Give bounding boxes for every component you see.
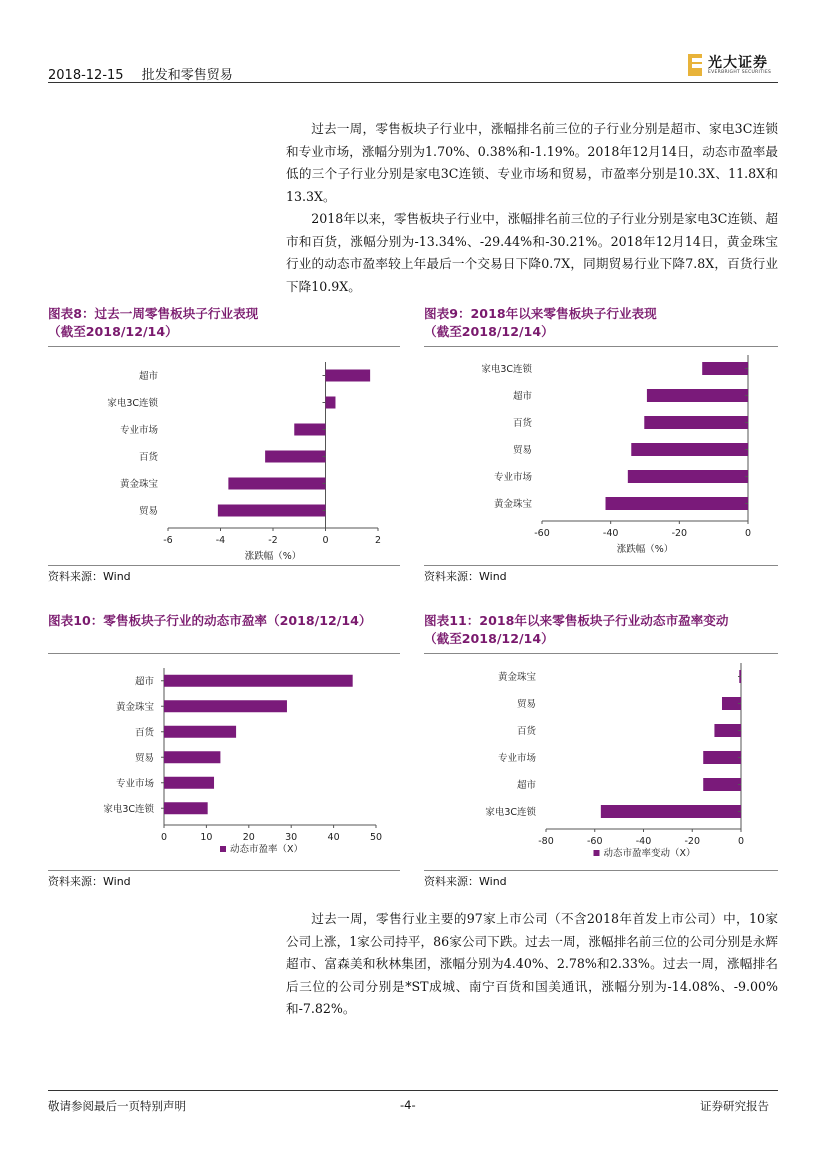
- category-label: 百货: [134, 727, 154, 739]
- tick-label: 2: [374, 535, 382, 546]
- category-label: 贸易: [138, 506, 158, 517]
- logo-mark-icon: [688, 54, 702, 76]
- category-label: 黄金珠宝: [497, 672, 536, 683]
- tick-label: -20: [671, 528, 688, 539]
- legend-swatch: [220, 846, 226, 852]
- bar: [228, 478, 325, 490]
- category-label: 专业市场: [497, 753, 536, 764]
- chart-source: 资料来源：Wind: [48, 875, 131, 888]
- chart-8-svg: [48, 350, 400, 562]
- legend-label: 动态市盈率变动（X）: [603, 848, 696, 859]
- bar: [164, 751, 220, 763]
- bar: [647, 389, 748, 402]
- category-label: 超市: [134, 676, 154, 688]
- bar: [164, 675, 353, 687]
- logo-cn: 光大证券: [708, 55, 768, 71]
- category-label: 黄金珠宝: [115, 701, 154, 713]
- category-label: 贸易: [516, 699, 536, 710]
- chart-divider: [48, 653, 400, 654]
- tick-label: 0: [160, 832, 168, 843]
- bar: [326, 397, 336, 409]
- bar: [606, 497, 748, 510]
- footer-disclaimer: 敬请参阅最后一页特别声明: [48, 1099, 186, 1113]
- chart-source: 资料来源：Wind: [424, 570, 507, 583]
- tick-label: -40: [635, 836, 652, 847]
- tick-label: -60: [586, 836, 603, 847]
- category-label: 超市: [138, 371, 158, 382]
- bar: [326, 370, 371, 382]
- chart-source: 资料来源：Wind: [424, 875, 507, 888]
- bar: [164, 777, 214, 789]
- chart-title-10: 图表10：零售板块子行业的动态市盈率（2018/12/14）: [48, 613, 372, 628]
- chart-divider: [424, 653, 778, 654]
- bar: [628, 470, 748, 483]
- bar: [601, 805, 741, 818]
- category-label: 黄金珠宝: [119, 479, 158, 490]
- chart-11-svg: [424, 658, 778, 868]
- category-label: 黄金珠宝: [493, 499, 532, 510]
- tick-label: 20: [242, 832, 255, 843]
- bar: [164, 802, 208, 814]
- bar: [265, 451, 325, 463]
- body-paragraph-1: [286, 118, 778, 298]
- tick-label: -80: [538, 836, 554, 847]
- chart-title-11: 图表11：2018年以来零售板块子行业动态市盈率变动 （截至2018/12/14）: [424, 613, 729, 646]
- footer-report-type: 证券研究报告: [700, 1099, 769, 1113]
- tick-label: 10: [200, 832, 213, 843]
- bar: [164, 726, 236, 738]
- bar: [164, 700, 287, 712]
- tick-label: 30: [285, 832, 298, 843]
- page-header: [48, 64, 247, 83]
- category-label: 贸易: [134, 752, 154, 764]
- chart-divider: [48, 565, 400, 566]
- bar: [644, 416, 748, 429]
- tick-label: -2: [268, 535, 278, 546]
- tick-label: 40: [327, 832, 340, 843]
- bar: [294, 424, 325, 436]
- x-axis-label: 涨跌幅（%）: [244, 551, 302, 562]
- chart-title-8: 图表8：过去一周零售板块子行业表现 （截至2018/12/14）: [48, 306, 259, 339]
- paragraph-text: 过去一周，零售板块子行业中，涨幅排名前三位的子行业分别是超市、家电3C连锁和专业市场，涨幅分别为1.70%、0.38%和-1.19%。2018年12月14日，动态市盈率最低的三个子行业分别是家电3C连锁、专业市场和贸易，市盈率分别是10.3X、11.8X和13.3X。: [286, 121, 778, 204]
- chart-source: 资料来源：Wind: [48, 570, 131, 583]
- tick-label: 50: [369, 832, 383, 843]
- footer-rule: [48, 1090, 778, 1091]
- tick-label: 0: [322, 535, 329, 546]
- category-label: 超市: [516, 780, 536, 791]
- report-sector: 批发和零售贸易: [141, 68, 233, 83]
- bar: [631, 443, 748, 456]
- tick-label: -60: [534, 528, 550, 539]
- category-label: 家电3C连锁: [107, 398, 158, 409]
- category-label: 百货: [516, 726, 536, 737]
- chart-divider: [424, 870, 778, 871]
- header-rule: [48, 82, 778, 83]
- chart-divider: [48, 870, 400, 871]
- report-date: 2018-12-15: [48, 68, 124, 83]
- tick-label: -40: [602, 528, 619, 539]
- bar: [218, 505, 326, 517]
- tick-label: -6: [163, 535, 173, 546]
- chart-divider: [424, 565, 778, 566]
- chart-title-9: 图表9：2018年以来零售板块子行业表现 （截至2018/12/14）: [424, 306, 657, 339]
- category-label: 超市: [512, 391, 532, 402]
- chart-10-svg: [48, 658, 400, 868]
- body-paragraph-2: [286, 908, 778, 1021]
- category-label: 家电3C连锁: [481, 364, 532, 375]
- category-label: 专业市场: [115, 778, 154, 790]
- tick-label: -4: [215, 535, 226, 546]
- bar: [703, 778, 741, 791]
- category-label: 专业市场: [493, 472, 532, 483]
- legend-swatch: [594, 850, 600, 856]
- category-label: 家电3C连锁: [103, 803, 154, 815]
- chart-9-svg: [424, 350, 778, 562]
- tick-label: 0: [744, 528, 752, 539]
- chart-divider: [48, 346, 400, 347]
- category-label: 家电3C连锁: [485, 807, 536, 818]
- x-axis-label: 涨跌幅（%）: [616, 544, 674, 555]
- bar: [714, 724, 741, 737]
- legend-label: 动态市盈率（X）: [230, 844, 304, 855]
- paragraph-text: 2018年以来，零售板块子行业中，涨幅排名前三位的子行业分别是家电3C连锁、超市和百货，涨幅分别为-13.34%、-29.44%和-30.21%。2018年12月14日，黄金珠宝行业的动态市盈率较上年最后一个交易日下降0.7X，同期贸易行业下降7.8X，百货行业下降10.9X。: [286, 211, 778, 294]
- tick-label: 0: [737, 836, 745, 847]
- page-number: -4-: [400, 1098, 416, 1112]
- category-label: 百货: [512, 418, 532, 429]
- category-label: 百货: [138, 452, 158, 463]
- company-logo: [688, 52, 784, 80]
- bar: [702, 362, 748, 375]
- paragraph-text: 过去一周，零售行业主要的97家上市公司（不含2018年首发上市公司）中，10家公司上涨，1家公司持平，86家公司下跌。过去一周，涨幅排名前三位的公司分别是永辉超市、富森美和秋林集团，涨幅分别为4.40%、2.78%和2.33%。过去一周，涨幅排名后三位的公司分别是*ST成城、南宁百货和国美通讯，涨幅分别为-14.08%、-9.00%和-7.82%。: [286, 911, 778, 1016]
- category-label: 贸易: [512, 445, 532, 456]
- chart-divider: [424, 346, 778, 347]
- tick-label: -20: [684, 836, 701, 847]
- category-label: 专业市场: [119, 425, 158, 436]
- bar: [703, 751, 741, 764]
- logo-en: EVERBRIGHT SECURITIES: [708, 70, 772, 75]
